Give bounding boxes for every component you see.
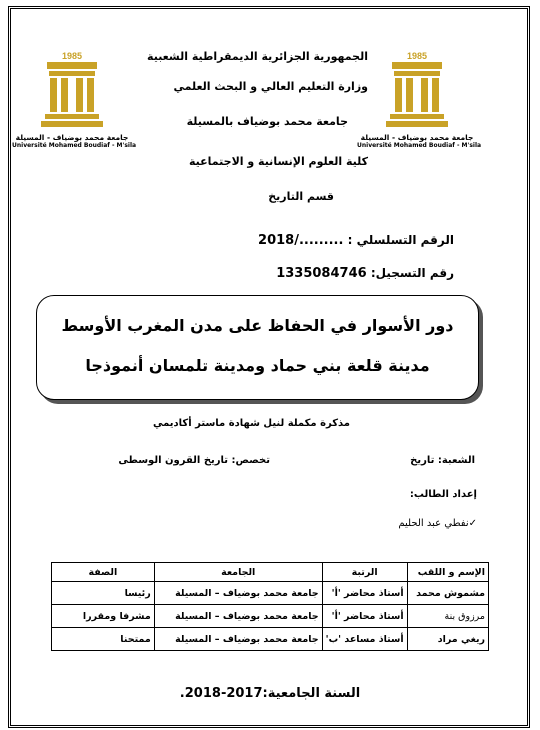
thesis-title-line-2: مدينة قلعة بني حماد ومدينة تلمسان أنموذجا [85, 356, 430, 375]
department-name: قسم التاريخ [268, 190, 334, 203]
table-row [52, 605, 489, 628]
logo-name-french: Université Mohamed Boudiaf - M'sila [12, 142, 137, 149]
serial-number [258, 233, 454, 248]
logo-name-french: Université Mohamed Boudiaf - M'sila [357, 142, 482, 149]
table-row [52, 582, 489, 605]
thesis-title-box [36, 295, 479, 400]
jury-role: مشرفا ومقررا [52, 605, 155, 628]
jury-university: جامعة محمد بوضياف – المسيلة [154, 628, 322, 651]
thesis-title-line-1: دور الأسوار في الحفاظ على مدن المغرب الأوسط [61, 316, 454, 335]
prepared-by-label: إعداد الطالب: [409, 489, 477, 500]
student-name: ✓نفطي عبد الحليم [398, 518, 477, 529]
header-university: الجامعة [154, 563, 322, 582]
header-rank: الرتبة [322, 563, 407, 582]
logo-year: 1985 [61, 51, 83, 61]
serial-value: ........./2018 [258, 233, 344, 248]
jury-name: ريغي مراد [407, 628, 488, 651]
table-row [52, 628, 489, 651]
logo-year: 1985 [406, 51, 428, 61]
branch-label: الشعبة: تاريخ [410, 455, 475, 466]
header-name: الإسم و اللقب [407, 563, 488, 582]
republic-name: الجمهورية الجزائرية الديمقراطية الشعبية [147, 50, 368, 63]
memo-description: مذكرة مكملة لنيل شهادة ماستر أكاديمي [152, 418, 350, 429]
jury-university: جامعة محمد بوضياف – المسيلة [154, 605, 322, 628]
jury-table [51, 562, 489, 651]
jury-role: ممتحنا [52, 628, 155, 651]
university-logo-right [357, 50, 482, 165]
ministry-name: وزارة التعليم العالي و البحث العلمي [173, 80, 368, 93]
university-emblem-icon [37, 50, 107, 132]
faculty-name: كلية العلوم الإنسانية و الاجتماعية [188, 155, 368, 168]
university-emblem-icon [382, 50, 452, 132]
specialty-label: تخصص: تاريخ القرون الوسطى [118, 455, 270, 466]
jury-role: رئيسا [52, 582, 155, 605]
registration-value: 1335084746 [276, 266, 367, 281]
header-role: الصفة [52, 563, 155, 582]
jury-name: مرزوق بنة [407, 605, 488, 628]
registration-label: رقم التسجيل: [370, 266, 454, 280]
jury-rank: أستاذ محاضر 'أ' [322, 605, 407, 628]
jury-name: مشموش محمد [407, 582, 488, 605]
logo-name-arabic: جامعة محمد بوضياف - المسيلة [360, 133, 474, 142]
serial-label: الرقم التسلسلي : [347, 233, 454, 247]
logo-name-arabic: جامعة محمد بوضياف - المسيلة [15, 133, 129, 142]
academic-year: السنة الجامعية:2017-2018. [179, 686, 361, 701]
jury-rank: أستاذ مساعد 'ب' [322, 628, 407, 651]
university-logo-left [12, 50, 137, 165]
university-name: جامعة محمد بوضياف بالمسيلة [186, 115, 348, 128]
jury-header-row [52, 563, 489, 582]
jury-rank: أستاذ محاضر 'أ' [322, 582, 407, 605]
registration-number [276, 266, 454, 281]
jury-university: جامعة محمد بوضياف – المسيلة [154, 582, 322, 605]
